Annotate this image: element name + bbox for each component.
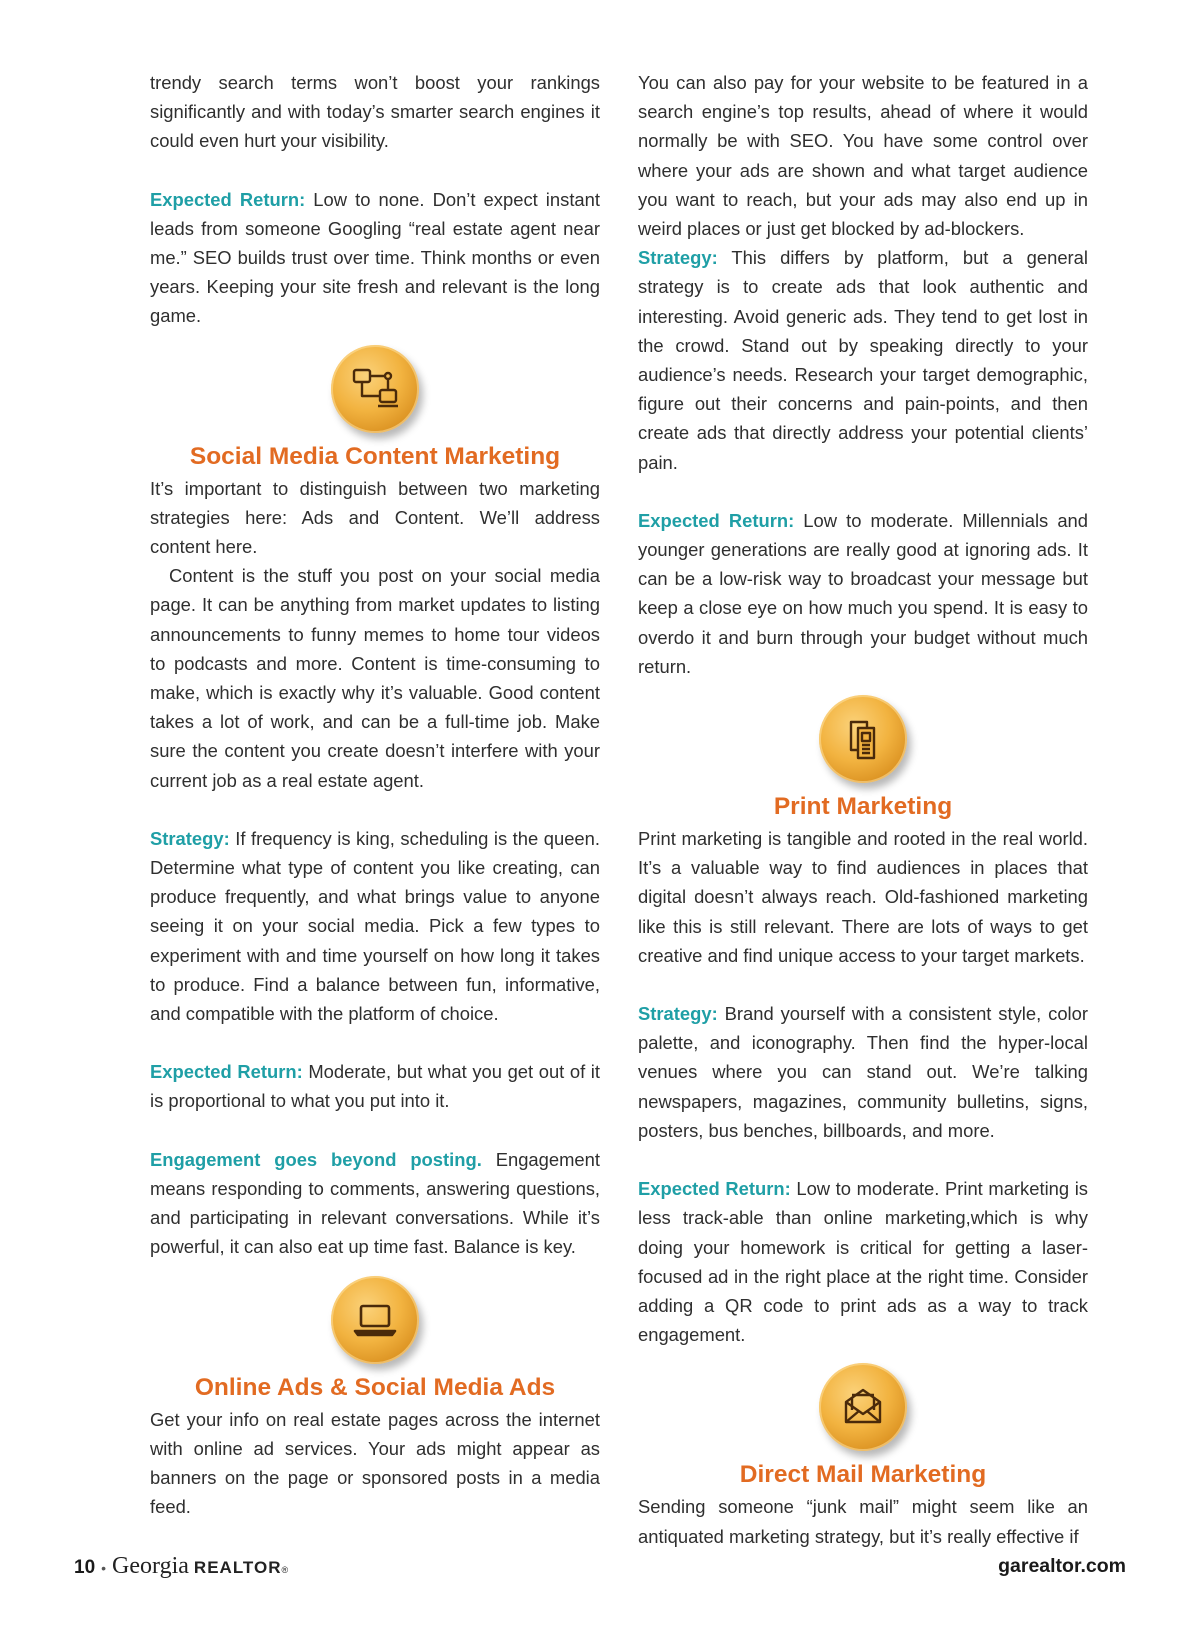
brand-name: Georgia [112, 1553, 189, 1579]
ads-strategy-label: Strategy: [638, 247, 718, 269]
print-return-label: Expected Return: [638, 1178, 791, 1200]
ads-paragraph-1: Get your info on real estate pages across the internet with online ad services. Your ads might appear as banners on the page or sponsored posts in a media feed. [150, 1408, 600, 1518]
documents-icon [819, 695, 907, 783]
seo-return-label: Expected Return: [150, 188, 306, 210]
ads-strategy-text: This differs by platform, but a general strategy is to create ads that look authentic and interesting. Avoid generic ads. They tend to get lost in the crowd. Stand out by speaking directly to your audience’s needs. Research your target demographic, figure out their concerns and pain-points, and then create ads that directly address your potential clients’ pain. [638, 247, 1088, 473]
print-return-paragraph [638, 1174, 1088, 1349]
ads-paragraph-2: You can also pay for your website to be featured in a search engine’s top results, ahead of where it would normally be with SEO. You have some control over where your ads are shown and what target audience you want to reach, but your ads may also end up in weird places or just get blocked by ad-blockers. [638, 72, 1088, 240]
website-link[interactable]: garealtor.com [998, 1555, 1126, 1577]
ads-strategy-paragraph [638, 243, 1088, 477]
mail-icon-wrap [638, 1363, 1088, 1451]
social-return-paragraph [150, 1057, 600, 1115]
print-strategy-paragraph [638, 999, 1088, 1145]
print-heading: Print Marketing [773, 793, 953, 821]
flowchart-icon [331, 345, 419, 433]
ads-return-paragraph [638, 506, 1088, 681]
ads-return-text: Low to moderate. Millennials and younger generations are really good at ignoring ads. It can be a low-risk way to broadcast your message but keep a close eye on how much you spend. It is easy to overdo it and burn through your budget without much return. [638, 509, 1089, 677]
print-paragraph-1: Print marketing is tangible and rooted in the real world. It’s a valuable way to find audiences in places that digital doesn’t always reach. Old-fashioned marketing like this is still relevant. There are lots of ways to get creative and find unique access to your target markets. [638, 828, 1088, 966]
engagement-text: Engagement means responding to comments, answering questions, and participating in relevant conversations. While it’s powerful, it can also eat up time fast. Balance is key. [150, 1148, 600, 1258]
mail-heading: Direct Mail Marketing [739, 1461, 987, 1489]
social-paragraph-2: Content is the stuff you post on your social media page. It can be anything from market updates to listing announcements to funny memes to home tour videos to podcasts and more. Content is time-consuming to make, which is exactly why it’s valuable. Good content takes a lot of work, and can be a full-time job. Make sure the content you create doesn’t interfere with your current job as a real estate agent. [150, 565, 600, 791]
ads-heading: Online Ads & Social Media Ads [194, 1373, 556, 1401]
print-strategy-label: Strategy: [638, 1003, 718, 1025]
footer-brand [74, 1553, 288, 1580]
social-strategy-text: If frequency is king, scheduling is the queen. Determine what type of content you like creating, can produce frequently, and what brings value to anyone seeing it on your social media. Pick a few types to experiment with and time yourself on how long it takes to produce. Find a balance between fun, informative, and compatible with the platform of choice. [150, 827, 600, 1025]
left-column [150, 68, 600, 1521]
right-column [638, 68, 1088, 1551]
registered-mark: ® [281, 1565, 289, 1575]
print-icon-wrap [638, 695, 1088, 783]
engagement-label: Engagement goes beyond posting. [150, 1148, 482, 1170]
laptop-icon [331, 1276, 419, 1364]
mail-paragraph-1: Sending someone “junk mail” might seem like an antiquated marketing strategy, but it’s really effective if [638, 1496, 1088, 1547]
envelope-icon [819, 1363, 907, 1451]
seo-paragraph: trendy search terms won’t boost your rankings significantly and with today’s smarter search engines it could even hurt your visibility. [150, 72, 600, 152]
social-strategy-paragraph [150, 824, 600, 1028]
social-return-text: Moderate, but what you get out of it is proportional to what you put into it. [150, 1061, 601, 1112]
social-paragraph-1: It’s important to distinguish between two marketing strategies here: Ads and Content. We’ll address content here. [150, 477, 600, 558]
seo-return-paragraph [150, 185, 600, 331]
social-icon-wrap [150, 345, 600, 433]
ads-return-label: Expected Return: [638, 509, 795, 531]
brand-word: REALTOR [193, 1558, 282, 1577]
social-strategy-label: Strategy: [150, 827, 230, 849]
ads-icon-wrap [150, 1276, 600, 1364]
seo-return-text: Low to none. Don’t expect instant leads from someone Googling “real estate agent near me.” SEO builds trust over time. Think months or even years. Keeping your site fresh and relevant is the long game. [150, 188, 600, 327]
page-number: 10 [74, 1557, 96, 1578]
footer-separator: • [101, 1560, 107, 1576]
engagement-paragraph [150, 1145, 600, 1262]
social-return-label: Expected Return: [150, 1061, 303, 1083]
print-strategy-text: Brand yourself with a consistent style, color palette, and iconography. Then find the hyper-local venues where you can stand out. We’re talking newspapers, magazines, community bulletins, signs, posters, bus benches, billboards, and more. [638, 1003, 1088, 1141]
print-return-text: Low to moderate. Print marketing is less track-able than online marketing,which is why doing your homework is critical for getting a laser-focused ad in the right place at the right time. Consider adding a QR code to print ads as a way to track engagement. [638, 1178, 1088, 1346]
social-heading: Social Media Content Marketing [189, 442, 561, 470]
